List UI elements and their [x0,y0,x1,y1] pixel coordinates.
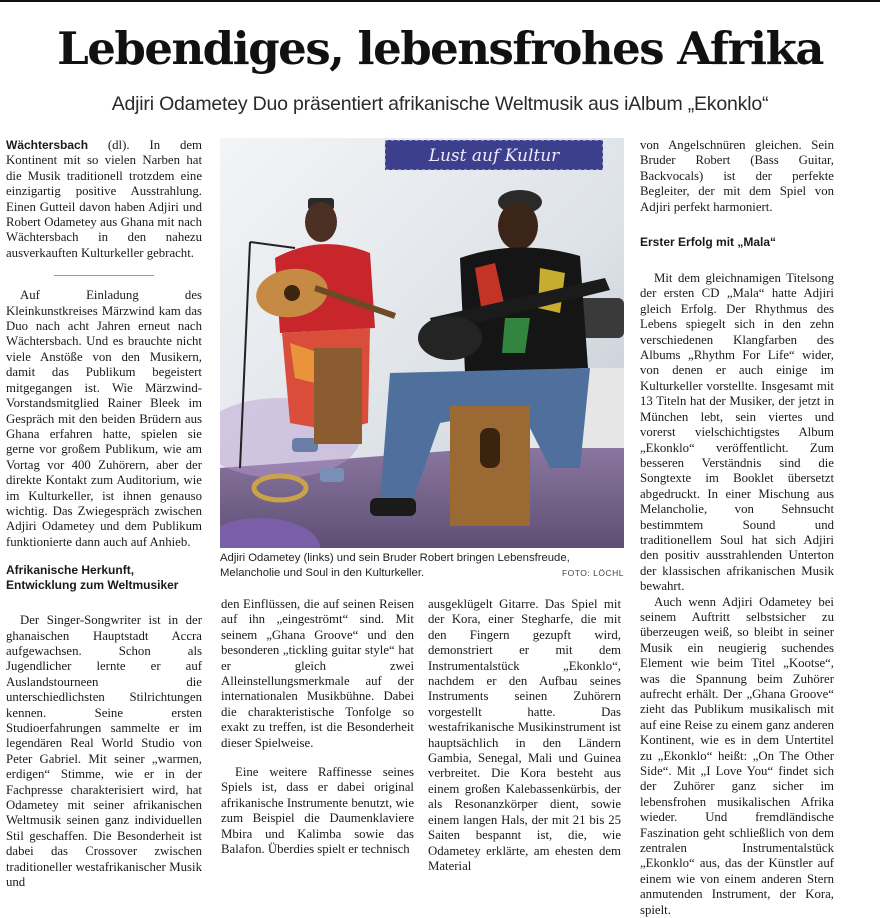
paragraph-7: Mit dem gleichnamigen Titelsong der ersten CD „Mala“ hatte Adjiri gleich Erfolg. Der Rhythmus des Lebens spiegelt sich in den zehn verschiedenen Klangfarben des Albums „Rhythm For Life“ wider, von denen er auch einige im Kulturkeller vorstellte. Insgesamt mit 13 Titeln hat der Musiker, der jetzt in München lebt, sein viertes und vorerst vielschichtigstes Album „Ekonklo“ veröffentlicht. Zum besseren Verständnis sind die Songtexte im Booklet übersetzt abgedruckt. In einer Mischung aus Melancholie, von Sehnsucht bestimmtem Sound und traditionellem Soul hat sich Adjiri den positiv ausstrahlenden Unterton der klassischen afrikanischen Musik bewahrt. [640,271,834,594]
paragraph-2: Der Singer-Songwriter ist in der ghanaischen Hauptstadt Accra aufgewachsen. Schon als Jugendlicher lernte er auf Auslandstourneen die unterschiedlichsten Stilrichtungen kennen. Seine ersten Studioerfahrungen sammelte er im legendären Real World Studio von Peter Gabriel. Mit seiner „warmen, erdigen“ Stimme, wie er in der Fachpresse charakterisiert wird, hat Odametey mit seiner afrikanischen Weltmusik seinen ganz individuellen Stil geschaffen. Die Besonderheit ist dabei das Crossover zwischen traditioneller westafrikanischer Musik und [6,613,202,890]
caption-text: Adjiri Odametey (links) und sein Bruder Robert bringen Lebensfreude, Melancholie und Soul in den Kulturkeller. [220,552,570,579]
author-tag: (dl). [88,138,130,152]
paragraph-3: den Einflüssen, die auf seinen Reisen auf ihn „eingeströmt“ sind. Mit seinem „Ghana Groove“ und den besonderen „tickling guitar style“ hat er gleich zwei Alleinstellungsmerkmale auf der internationalen Musikbühne. Dabei die charakteristische Tonfolge so exakt zu treffen, ist die Besonderheit dieser Spielweise. [221,597,414,750]
divider [54,275,154,276]
concert-photo [220,138,624,548]
paragraph-5: ausgeklügelt Gitarre. Das Spiel mit der Kora, einer Stegharfe, die mit den Fingern gezupft wird, demonstriert er mit dem Instrumentalstück „Ekonklo“, nachdem er den Aufbau seines Instruments seinen Zuhörern vorgestellt hatte. Das westafrikanische Musikinstrument ist hauptsächlich in den Ländern Gambia, Senegal, Mali und Guinea verbreitet. Die Kora besteht aus einem großen Kalebassenkürbis, der als Resonanzkörper dient, sowie einem langen Hals, der mit 21 bis 25 Saiten bespannt ist, die, wie Odametey erklärte, am ehesten dem Material [428,597,621,873]
column-2 [221,597,414,858]
dateline: Wächtersbach [6,138,89,152]
banner [385,140,603,170]
banner-text: Lust auf Kultur [428,146,560,166]
column-3 [428,597,621,874]
paragraph-1: Auf Einladung des Kleinkunstkreises Märzwind kam das Duo nach acht Jahren erneut nach Wächtersbach. Und es brauchte nicht viele Anstöße von den Musikern, damit das Publikum begeistert mitgegangen ist. Wie Märzwind-Vorstandsmitglied Rainer Bleek im Gespräch mit den beiden Brüdern aus Ghana erfahren hatte, spielen sie gerne vor großem Publikum, wie am Vortag vor 400 Zuhörern, aber der direkte Kontakt zum Auditorium, wie im Kulturkeller, ist ihnen genauso wichtig. Das Zwiegespräch zwischen Adjiri Odametey und dem Publikum funktionierte dann auch auf Anhieb. [6,288,202,549]
paragraph-8: Auch wenn Adjiri Odametey bei seinem Auftritt selbstsicher zu überzeugen weiß, so bleibt in seiner Musik ein neugierig suchendes Element wie beim Titel „Kootse“, was die Spannung beim Zuhörer aufrecht erhält. Der „Ghana Groove“ zieht das Publikum musikalisch mit auf eine Reise zu einem ganz anderen Kontinent, wie es in dem Untertitel zu „Ekonklo“ heißt: „On The Other Side“. Mit „I Love You“ findet sich der Zuhörer ganz sicher im lebensfrohen musikalischen Afrika wieder. Und fremdländische Faszination geht schließlich von dem zentralen Instrumentalstück „Ekonklo“ aus, das der Künstler auf einem wie von einem anderen Stern anmutenden Instrument, der Kora, spielt. [640,594,834,917]
paragraph-4: Eine weitere Raffinesse seines Spiels ist, dass er dabei original afrikanische Instrumente benutzt, wie zum Beispiel die Daumenklaviere Mbira und Kalimba sowie das Balafon. Überdies spielt er technisch [221,765,414,857]
headline: Lebendiges, lebensfrohes Afrika [57,22,823,75]
paragraph-6: von Angelschnüren gleichen. Sein Bruder Robert (Bass Guitar, Backvocals) ist der perfekte Begleiter, der mit dem Spiel von Adjiri perfekt harmoniert. [640,138,834,214]
subheading-mala: Erster Erfolg mit „Mala“ [640,235,777,250]
intro-text: In dem Kontinent mit so vielen Narben hat die Musik traditionell trotzdem eine einzigartig positive Ausstrahlung. Einen Gutteil davon haben Adjiri und Robert Odametey aus Ghana mit nach Wächtersbach in den nahezu ausverkauften Kulturkeller gebracht. [6,138,202,260]
photo-credit: FOTO: LÖCHL [561,567,624,578]
photo-caption [220,551,624,580]
intro-paragraph [6,138,202,261]
column-1 [6,138,202,890]
top-rule [0,0,880,2]
column-4 [640,138,834,918]
subheading-herkunft: Afrikanische Herkunft, Entwicklung zum Weltmusiker [6,563,179,593]
subheadline: Adjiri Odametey Duo präsentiert afrikanische Weltmusik aus iAlbum „Ekonklo“ [111,93,769,115]
